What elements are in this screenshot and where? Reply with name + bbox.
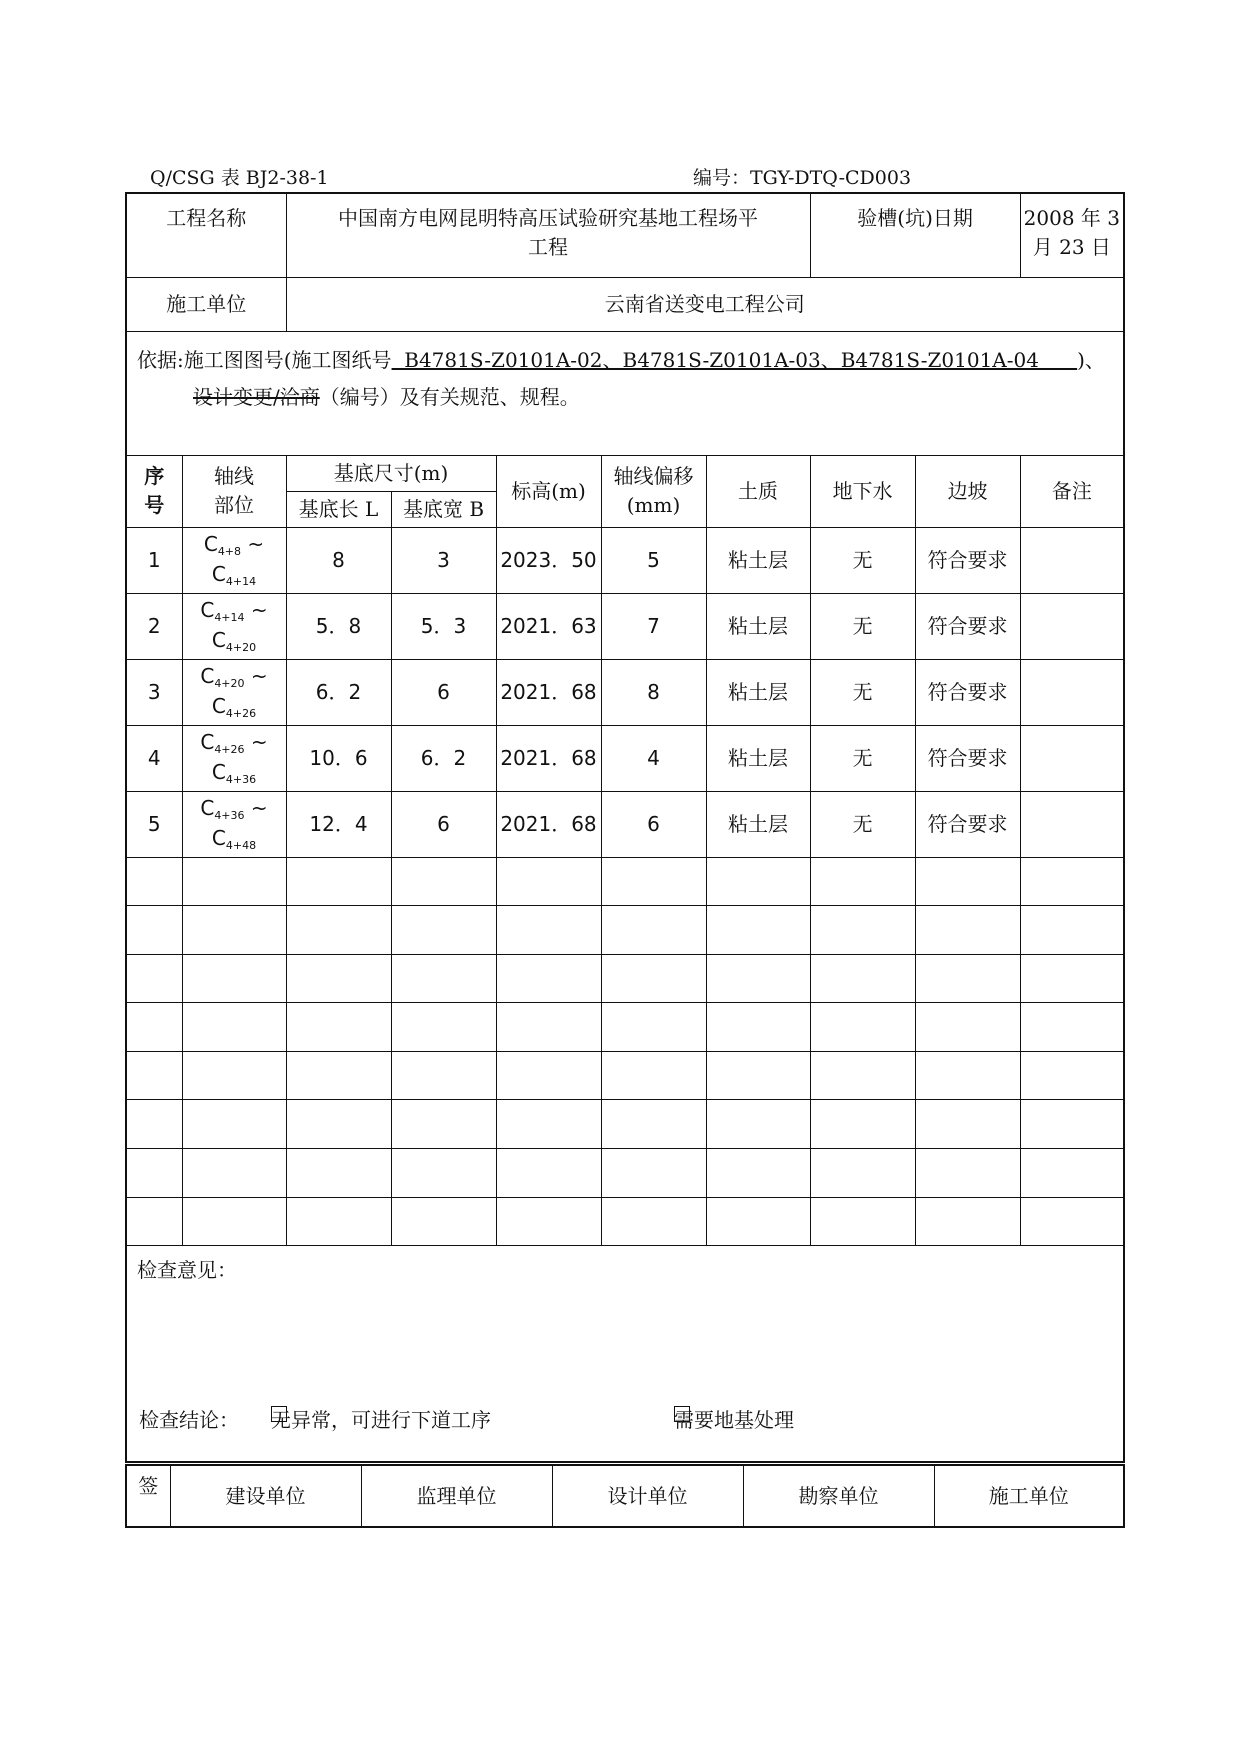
cell-width: 5．3 [391,593,496,659]
cell-soil: 粘土层 [706,593,810,659]
basis-row [126,331,1124,455]
contractor-label: 施工单位 [126,277,286,331]
cell-slope: 符合要求 [915,659,1020,725]
cell-offset: 7 [601,593,706,659]
cell-length: 10．6 [286,725,391,791]
empty-row [126,1149,1124,1198]
cell-offset: 6 [601,791,706,857]
cell-seq: 5 [126,791,182,857]
form-code: Q/CSG 表 BJ2-38-1 [150,167,329,189]
cell-seq: 2 [126,593,182,659]
cell-soil: 粘土层 [706,791,810,857]
project-name-label: 工程名称 [126,193,286,277]
cell-axis: $C_{4+36}$ ~ $C_{4+48}$ [182,791,286,857]
empty-row [126,857,1124,906]
col-elevation: 标高(m) [496,455,601,527]
inspection-conclusion-label: 检查结论： [139,1408,239,1433]
col-width: 基底宽 B [391,491,496,527]
cell-length: 8 [286,527,391,593]
cell-axis: $C_{4+26}$ ~ $C_{4+36}$ [182,725,286,791]
inspection-cell: 检查意见： 检查结论： 无异常，可进行下道工序 需要地基处理 [126,1246,1124,1462]
empty-row [126,1197,1124,1246]
cell-remarks [1020,725,1124,791]
cell-elevation: 2021．68 [496,791,601,857]
col-groundwater: 地下水 [810,455,915,527]
cell-elevation: 2021．68 [496,659,601,725]
cell-groundwater: 无 [810,791,915,857]
signature-row [126,1465,1124,1527]
design-change-struck: 设计变更/洽商 [193,384,320,409]
empty-row [126,906,1124,955]
cell-offset: 8 [601,659,706,725]
cell-remarks [1020,527,1124,593]
cell-slope: 符合要求 [915,725,1020,791]
inspection-opinion-label: 检查意见： [137,1258,237,1283]
cell-elevation: 2023．50 [496,527,601,593]
col-soil: 土质 [706,455,810,527]
col-slope: 边坡 [915,455,1020,527]
col-offset: 轴线偏移(mm) [601,455,706,527]
cell-seq: 4 [126,725,182,791]
cell-length: 5．8 [286,593,391,659]
col-seq: 序号 [126,455,182,527]
cell-axis: $C_{4+14}$ ~ $C_{4+20}$ [182,593,286,659]
project-row [126,193,1124,277]
signature-owner: 建设单位 [170,1465,361,1527]
basis-suffix: )、 [1077,347,1105,372]
table-row [126,593,1124,659]
empty-row [126,1051,1124,1100]
document-number: 编号：TGY-DTQ-CD003 [693,167,912,189]
col-axis: 轴线部位 [182,455,286,527]
empty-row [126,1003,1124,1052]
cell-seq: 3 [126,659,182,725]
cell-axis: $C_{4+8}$ ~ $C_{4+14}$ [182,527,286,593]
basis-tail: （编号）及有关规范、规程。 [319,384,580,409]
cell-slope: 符合要求 [915,527,1020,593]
inspection-row [126,1246,1124,1462]
cell-groundwater: 无 [810,593,915,659]
table-row [126,659,1124,725]
table-row [126,725,1124,791]
empty-row [126,954,1124,1003]
signature-designer: 设计单位 [552,1465,743,1527]
sign-label: 签 [126,1465,170,1527]
cell-axis: $C_{4+20}$ ~ $C_{4+26}$ [182,659,286,725]
cell-groundwater: 无 [810,725,915,791]
basis-text [126,331,1124,455]
inspection-date-label: 验槽(坑)日期 [810,193,1020,277]
contractor-value: 云南省送变电工程公司 [286,277,1124,331]
table-row [126,527,1124,593]
cell-offset: 5 [601,527,706,593]
contractor-row [126,277,1124,331]
cell-remarks [1020,593,1124,659]
cell-slope: 符合要求 [915,791,1020,857]
cell-length: 12．4 [286,791,391,857]
column-header-row-1 [126,455,1124,491]
basis-prefix: 依据:施工图图号(施工图纸号 [137,347,392,372]
foundation-inspection-form [125,192,1125,1463]
col-remarks: 备注 [1020,455,1124,527]
table-row [126,791,1124,857]
col-length: 基底长 L [286,491,391,527]
cell-remarks [1020,659,1124,725]
inspection-date-value: 2008 年 3 月 23 日 [1020,193,1124,277]
cell-groundwater: 无 [810,527,915,593]
col-size-group: 基底尺寸(m) [286,455,496,491]
cell-soil: 粘土层 [706,659,810,725]
signature-surveyor: 勘察单位 [743,1465,934,1527]
drawing-numbers: B4781S-Z0101A-02、B4781S-Z0101A-03、B4781S-Z0101A-04 [391,347,1078,372]
signature-contractor: 施工单位 [934,1465,1124,1527]
signature-supervisor: 监理单位 [361,1465,552,1527]
cell-elevation: 2021．63 [496,593,601,659]
cell-width: 6 [391,791,496,857]
cell-width: 6 [391,659,496,725]
cell-elevation: 2021．68 [496,725,601,791]
cell-soil: 粘土层 [706,527,810,593]
cell-offset: 4 [601,725,706,791]
project-name-value: 中国南方电网昆明特高压试验研究基地工程场平工程 [286,193,810,277]
cell-slope: 符合要求 [915,593,1020,659]
empty-row [126,1100,1124,1149]
cell-groundwater: 无 [810,659,915,725]
cell-remarks [1020,791,1124,857]
cell-width: 6．2 [391,725,496,791]
cell-length: 6．2 [286,659,391,725]
cell-width: 3 [391,527,496,593]
signature-table [125,1464,1125,1528]
cell-seq: 1 [126,527,182,593]
cell-soil: 粘土层 [706,725,810,791]
